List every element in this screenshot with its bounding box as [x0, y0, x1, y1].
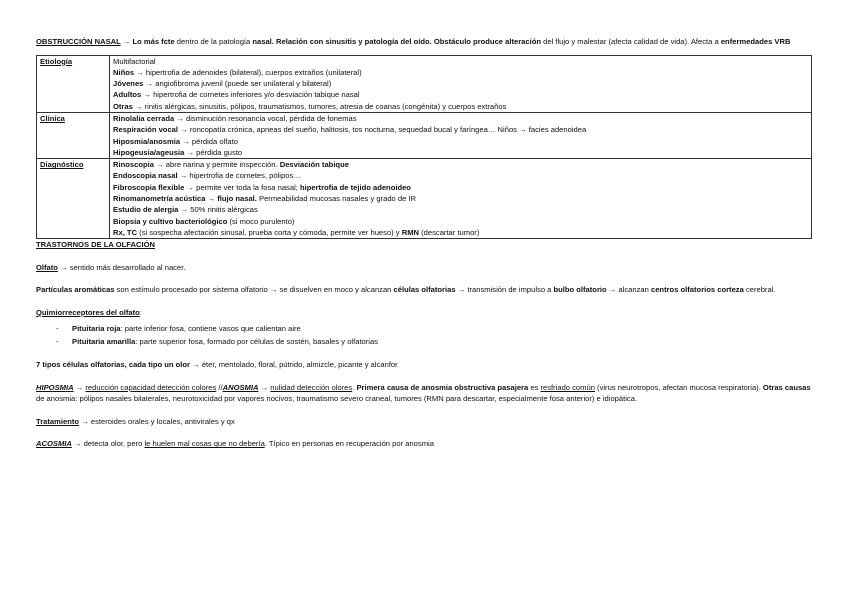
intro-paragraph: OBSTRUCCIÓN NASAL → Lo más fcte dentro de la patología nasal. Relación con sinusitis y patología del oído. Obstáculo produce alteración del flujo y malestar (afecta calidad de vida). Afecta a enfermedades VRB: [36, 37, 791, 46]
table-row-diagnostico: [37, 159, 812, 239]
etiologia-content: Multifactorial Niños → hipertrofia de adenoides (bilateral), cuerpos extraños (unilateral) Jóvenes → angiofibroma juvenil (puede ser unilateral y bilateral) Adultos → hipertrofia de cornetes inferiores y/o desviación tabique nasal Otras → rinitis alérgicas, sinusitis, pólipos, traumatismos, tumores, atresia de coanas (congénita) y cuerpos extraños: [110, 55, 812, 112]
table-row-etiologia: [37, 55, 812, 112]
section-heading-olfaccion: TRASTORNOS DE LA OLFACIÓN: [36, 240, 155, 250]
diagnostico-content: Rinoscopia → abre narina y permite inspección. Desviación tabique Endoscopia nasal → hipertrofia de cornetes, pólipos… Fibroscopia flexible → permite ver toda la fosa nasal; hipertrofia de tejido adenoideo Rinomanometría acústica → flujo nasal. Permeabilidad mucosas nasales y grado de IR Estudio de alergia → 50% rinitis alérgicas Biopsia y cultivo bacteriológico (si moco purulento) Rx, TC (si sospecha afectación sinusal, prueba corta y cómoda, permite ver hueso) y RMN (descartar tumor): [110, 159, 812, 239]
pituitaria-list: [36, 323, 812, 348]
acosmia-paragraph: ACOSMIA → detecta olor, pero le huelen mal cosas que no debería. Típico en personas en recuperación por anosmia: [36, 439, 434, 449]
hiposmia-paragraph: HIPOSMIA → reducción capacidad detección colores //ANOSMIA → nulidad detección olores. Primera causa de anosmia obstructiva pasajera es resfriado común (virus neurotropos, afectan mucosa respiratoria). Otras causas de anosmia: pólipos nasales bilaterales, neurotoxicidad por vapores nocivos, traumatismo severo craneal, tumores (RMN para descartar, especialmente fosa anterior) e idiopática.: [36, 382, 811, 404]
list-item: - Pituitaria amarilla: parte superior fosa, formado por células de sostén, basales y olfatorias: [36, 336, 812, 349]
diagnostico-label: Diagnóstico: [37, 159, 110, 239]
intro-title: OBSTRUCCIÓN NASAL: [36, 37, 121, 46]
particulas-paragraph: Partículas aromáticas son estímulo procesado por sistema olfatorio → se disuelven en moco y alcanzan células olfatorias → transmisión de impulso a bulbo olfatorio → alcanzan centros olfatorios corteza cerebral.: [36, 285, 776, 295]
tratamiento-paragraph: Tratamiento → esteroides orales y locales, antivirales y qx: [36, 416, 235, 426]
obstruccion-table: [36, 55, 812, 240]
siete-tipos-paragraph: 7 tipos células olfatorias, cada tipo un olor → éter, mentolado, floral, pútrido, almizcle, picante y alcanfor: [36, 360, 398, 370]
table-row-clinica: [37, 112, 812, 158]
olfato-paragraph: Olfato → sentido más desarrollado al nacer.: [36, 262, 186, 272]
clinica-label: Clínica: [37, 112, 110, 158]
quimiorreceptores-heading: Quimiorreceptores del olfato:: [36, 307, 142, 317]
list-item: - Pituitaria roja: parte inferior fosa, contiene vasos que calientan aire: [36, 323, 812, 336]
document-page: [36, 36, 812, 450]
clinica-content: Rinolalia cerrada → disminución resonancia vocal, pérdida de fonemas Respiración vocal → roncopatía crónica, apneas del sueño, halitosis, tos nocturna, sequedad bucal y faríngea… Niños → facies adenoidea Hiposmia/anosmia → pérdida olfato Hipogeusia/ageusia → pérdida gusto: [110, 112, 812, 158]
etiologia-label: Etiología: [37, 55, 110, 112]
